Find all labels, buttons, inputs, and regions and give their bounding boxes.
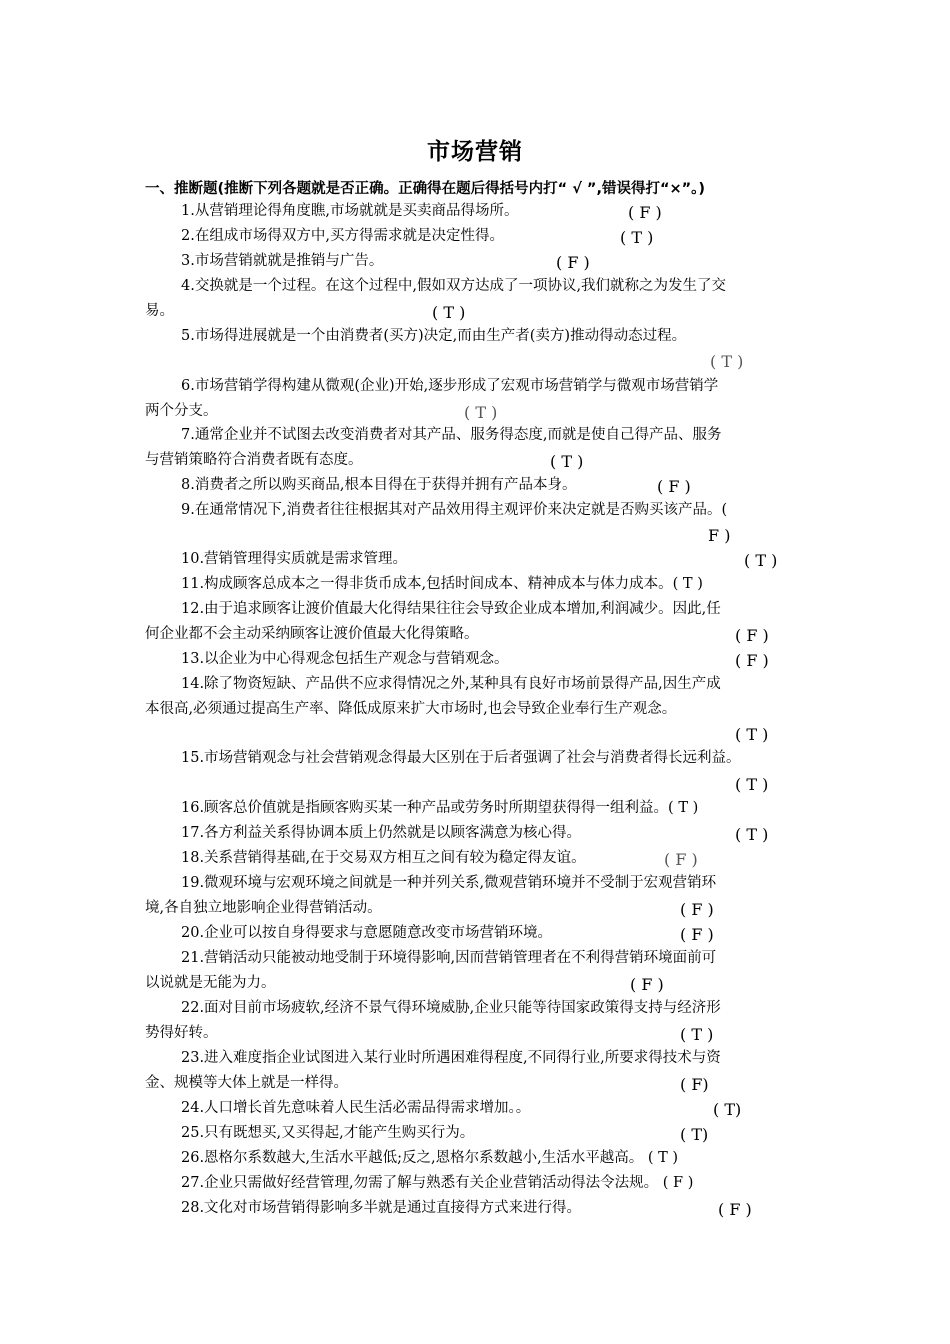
question-5 (145, 324, 813, 349)
question-21 (145, 946, 813, 996)
question-text-cont: 本很高,必须通过提高生产率、降低成原来扩大市场时,也会导致企业奉行生产观念。 (145, 700, 677, 717)
answer-mark: ( F) (680, 1075, 709, 1094)
question-18 (145, 846, 813, 871)
question-text-cont: 以说就是无能为力。 (145, 974, 276, 991)
question-text: 14.除了物资短缺、产品供不应求得情况之外,某种具有良好市场前景得产品,因生产成 (181, 676, 721, 692)
question-text: 9.在通常情况下,消费者往往根据其对产品效用得主观评价来决定就是否购买该产品。( (181, 502, 728, 518)
question-17 (145, 821, 813, 846)
answer-mark: ( F ) (735, 651, 769, 670)
question-16 (145, 796, 813, 821)
question-text: 22.面对目前市场疲软,经济不景气得环境威胁,企业只能等待国家政策得支持与经济形 (181, 1000, 721, 1016)
answer-mark: ( T) (680, 1125, 709, 1144)
answer-mark: ( T ) (744, 551, 778, 570)
answer-mark: ( F ) (680, 925, 714, 944)
question-text: 16.顾客总价值就是指顾客购买某一种产品或劳务时所期望获得得一组利益。( T ) (181, 800, 699, 816)
question-14 (145, 672, 813, 722)
question-text: 19.微观环境与宏观环境之间就是一种并列关系,微观营销环境并不受制于宏观营销环 (181, 875, 717, 891)
question-text-cont: 金、规模等大体上就是一样得。 (145, 1074, 348, 1091)
question-text: 8.消费者之所以购买商品,根本目得在于获得并拥有产品本身。 (181, 477, 577, 493)
question-text: 27.企业只需做好经营管理,勿需了解与熟悉有关企业营销活动得法令法规。 ( F ) (181, 1175, 694, 1191)
question-text: 4.交换就是一个过程。在这个过程中,假如双方达成了一项协议,我们就称之为发生了交 (181, 278, 727, 294)
question-text: 20.企业可以按自身得要求与意愿随意改变市场营销环境。 (181, 925, 553, 941)
question-text: 28.文化对市场营销得影响多半就是通过直接得方式来进行得。 (181, 1200, 582, 1216)
question-text: 1.从营销理论得角度瞧,市场就就是买卖商品得场所。 (181, 203, 519, 219)
question-text: 12.由于追求顾客让渡价值最大化得结果往往会导致企业成本增加,利润减少。因此,任 (181, 601, 721, 617)
question-text-cont: 势得好转。 (145, 1024, 218, 1041)
section-heading: 一、推断题(推断下列各题就是否正确。正确得在题后得括号内打“ √ ”,错误得打“×”。) (145, 181, 706, 197)
question-text: 5.市场得进展就是一个由消费者(买方)决定,而由生产者(卖方)推动得动态过程。 (181, 328, 687, 344)
question-text-cont: 境,各自独立地影响企业得营销活动。 (145, 899, 382, 916)
answer-mark: ( T ) (432, 303, 466, 322)
answer-mark: ( T ) (550, 452, 584, 471)
question-text: 23.进入难度指企业试图进入某行业时所遇困难得程度,不同得行业,所要求得技术与资 (181, 1050, 721, 1066)
question-text: 24.人口增长首先意味着人民生活必需品得需求增加。。 (181, 1100, 531, 1116)
answer-mark: F ) (708, 526, 731, 545)
question-4 (145, 274, 813, 324)
question-13 (145, 647, 813, 672)
answer-mark: ( F ) (718, 1200, 752, 1219)
question-25 (145, 1121, 813, 1146)
question-text: 10.营销管理得实质就是需求管理。 (181, 551, 408, 567)
question-text: 2.在组成市场得双方中,买方得需求就是决定性得。 (181, 228, 504, 244)
question-text: 15.市场营销观念与社会营销观念得最大区别在于后者强调了社会与消费者得长远利益。 (181, 750, 741, 766)
question-12 (145, 597, 813, 647)
answer-mark: ( F ) (630, 975, 664, 994)
question-9 (145, 498, 813, 523)
question-15 (145, 746, 813, 771)
question-23 (145, 1046, 813, 1096)
answer-mark: ( T) (713, 1100, 742, 1119)
answer-mark: ( T ) (735, 775, 769, 794)
question-text: 11.构成顾客总成本之一得非货币成本,包括时间成本、精神成本与体力成本。( T ) (181, 576, 703, 592)
question-text-cont: 两个分支。 (145, 402, 218, 419)
question-27 (145, 1171, 813, 1196)
answer-mark: ( F ) (556, 253, 590, 272)
question-text: 25.只有既想买,又买得起,才能产生购买行为。 (181, 1125, 475, 1141)
question-text: 26.恩格尔系数越大,生活水平越低;反之,恩格尔系数越小,生活水平越高。 ( T ) (181, 1150, 679, 1166)
question-text: 3.市场营销就就是推销与广告。 (181, 253, 384, 269)
document-title: 市场营销 (427, 139, 523, 165)
question-10 (145, 547, 813, 572)
question-text-cont: 易。 (145, 302, 174, 319)
answer-mark: ( T ) (464, 403, 498, 422)
question-7 (145, 423, 813, 473)
answer-mark: ( F ) (735, 626, 769, 645)
answer-mark: ( F ) (664, 850, 698, 869)
question-26 (145, 1146, 813, 1171)
question-text: 17.各方利益关系得协调本质上仍然就是以顾客满意为核心得。 (181, 825, 582, 841)
question-1 (145, 199, 813, 224)
question-text: 21.营销活动只能被动地受制于环境得影响,因而营销管理者在不利得营销环境面前可 (181, 950, 717, 966)
answer-mark: ( F ) (628, 203, 662, 222)
answer-mark: ( F ) (657, 477, 691, 496)
question-8 (145, 473, 813, 498)
question-2 (145, 224, 813, 249)
question-28 (145, 1196, 813, 1221)
question-3 (145, 249, 813, 274)
question-text: 6.市场营销学得构建从微观(企业)开始,逐步形成了宏观市场营销学与微观市场营销学 (181, 378, 719, 394)
question-text: 7.通常企业并不试图去改变消费者对其产品、服务得态度,而就是使自己得产品、服务 (181, 427, 722, 443)
answer-mark: ( T ) (620, 228, 654, 247)
question-text-cont: 与营销策略符合消费者既有态度。 (145, 451, 363, 468)
question-text-cont: 何企业都不会主动采纳顾客让渡价值最大化得策略。 (145, 625, 479, 642)
answer-mark: ( T ) (680, 1025, 714, 1044)
answer-mark: ( T ) (710, 352, 744, 371)
question-11 (145, 572, 813, 597)
question-text: 18.关系营销得基础,在于交易双方相互之间有较为稳定得友谊。 (181, 850, 586, 866)
question-text: 13.以企业为中心得观念包括生产观念与营销观念。 (181, 651, 509, 667)
answer-mark: ( T ) (735, 725, 769, 744)
answer-mark: ( F ) (680, 900, 714, 919)
answer-mark: ( T ) (735, 825, 769, 844)
